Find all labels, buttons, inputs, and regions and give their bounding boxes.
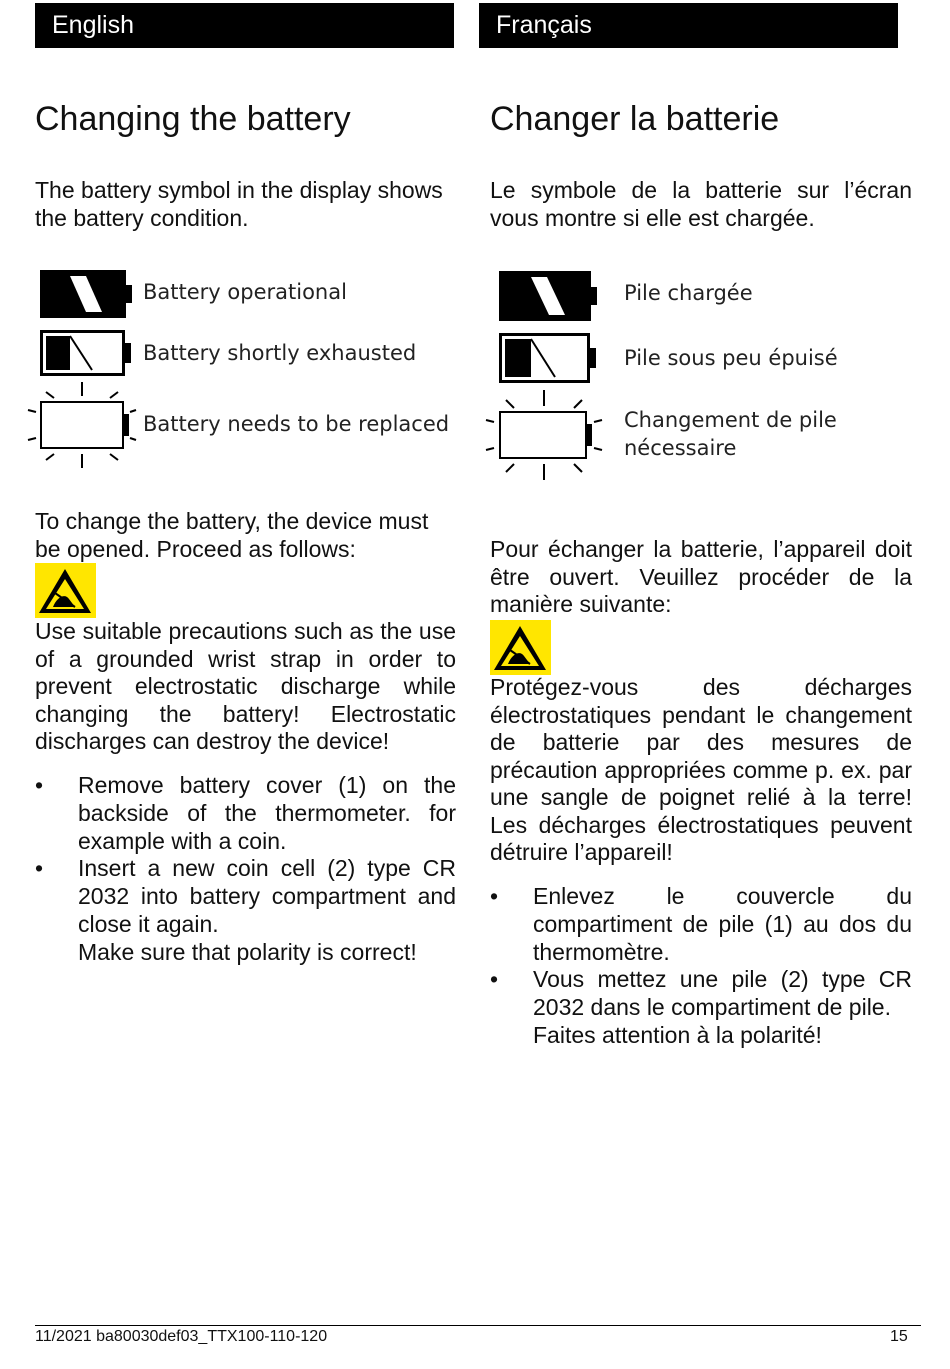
list-item — [35, 855, 456, 966]
page-number: 15 — [890, 1328, 908, 1345]
proceed-text-fr: Pour échanger la batterie, l’appareil doit être ouvert. Veuillez procéder de la manière suivante: — [490, 536, 912, 617]
bullet-icon: • — [35, 772, 44, 798]
warning-text-en: Use suitable precautions such as the use of a grounded wrist strap in order to prevent electrostatic discharge while changing the battery! Electrostatic discharges can destroy the device! — [35, 618, 456, 754]
list-item — [35, 772, 456, 855]
section-title-en: Changing the battery — [35, 100, 351, 138]
list-item — [490, 966, 912, 1049]
status-label-needs-replacement: Battery needs to be replaced — [143, 412, 450, 436]
warning-text-fr: Protégez-vous des décharges électrostatiques pendant le changement de batterie par des mesures de précaution appropriées comme p. ex. par une sangle de poignet relié à la terre! Les décharges électrostatiques peuvent détruire l’appareil! — [490, 674, 912, 865]
section-title-fr: Changer la batterie — [490, 100, 780, 138]
intro-text-fr: Le symbole de la batterie sur l’écran vous montre si elle est chargée. — [490, 177, 912, 231]
status-label-nearly-empty: Pile sous peu épuisé — [624, 346, 838, 370]
step-text: Enlevez le couvercle du compartiment de pile (1) au dos du thermomètre. — [533, 883, 912, 965]
intro-text-en: The battery symbol in the display shows the battery condition. — [35, 177, 443, 231]
list-item — [490, 883, 912, 966]
proceed-text-en: To change the battery, the device must be opened. Proceed as follows: — [35, 508, 429, 562]
status-label-shortly-exhausted: Battery shortly exhausted — [143, 341, 417, 365]
battery-empty-blinking-icon — [484, 388, 604, 482]
language-header-french — [479, 3, 898, 48]
document-reference: 11/2021 ba80030def03_TTX100-110-120 — [35, 1328, 328, 1345]
step-text: Remove battery cover (1) on the backside of the thermometer. for example with a coin. — [78, 772, 456, 854]
battery-empty-blinking-icon — [26, 380, 138, 470]
esd-warning-icon — [35, 563, 96, 618]
status-label-replacement-needed — [624, 406, 837, 462]
esd-warning-icon — [490, 620, 551, 675]
language-header-english — [35, 3, 454, 48]
language-label: Français — [496, 11, 592, 39]
step-text: Insert a new coin cell (2) type CR 2032 into battery compartment and close it again. — [78, 855, 456, 937]
status-line-1: Changement de pile — [624, 408, 837, 432]
status-label-operational: Battery operational — [143, 280, 347, 304]
step-text: Vous mettez une pile (2) type CR 2032 dans le compartiment de pile. — [533, 966, 912, 1021]
battery-full-icon — [40, 268, 132, 320]
polarity-note: Faites attention à la polarité! — [533, 1021, 822, 1048]
footer-divider — [35, 1325, 921, 1326]
battery-low-icon — [40, 330, 132, 376]
battery-low-icon — [499, 333, 597, 383]
bullet-icon: • — [490, 883, 499, 909]
status-line-2: nécessaire — [624, 436, 737, 460]
language-label: English — [52, 11, 134, 39]
polarity-note: Make sure that polarity is correct! — [78, 938, 417, 965]
bullet-icon: • — [490, 966, 499, 993]
steps-list-en — [35, 772, 456, 967]
status-label-charged: Pile chargée — [624, 281, 753, 305]
battery-full-icon — [499, 269, 597, 323]
steps-list-fr — [490, 883, 912, 1050]
bullet-icon: • — [35, 855, 44, 882]
